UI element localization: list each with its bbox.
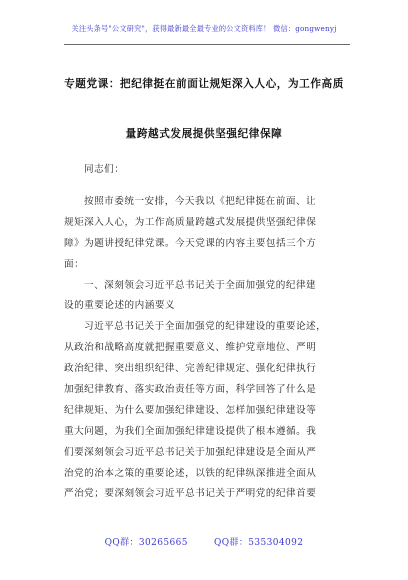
header-divider (64, 44, 350, 45)
section-heading-line: 一、深刻领会习近平总书记关于全面加强党的纪律建 (84, 279, 317, 291)
body-line: 按照市委统一安排，今天我以《把纪律挺在前面、让 (84, 196, 317, 207)
header-banner: 关注头条号"公文研究"，获得最新最全最专业的公文资料库！ 微信：gongwenyj (71, 24, 337, 33)
greeting: 同志们： (84, 164, 125, 175)
body-line: 障》为题讲授纪律党课。今天党课的内容主要包括三个方 (64, 237, 317, 249)
body-line: 规矩深入人心，为工作高质量跨越式发展提供坚强纪律保 (64, 216, 317, 228)
body-line: 加强纪律教育、落实政治责任等方面，科学回答了什么是 (64, 384, 317, 396)
body-line: 从政治和战略高度就把握重要意义、维护党章地位、严明 (64, 342, 317, 354)
body-line: 重大问题，为我们全面加强纪律建设提供了根本遵循。我 (64, 425, 317, 437)
document-title-line-2: 量跨越式发展提供坚强纪律保障 (125, 128, 283, 140)
body-line: 严治党；要深刻领会习近平总书记关于严明党的纪律首要 (64, 488, 317, 500)
footer (0, 535, 408, 548)
body-line: 政治纪律、突出组织纪律、完善纪律规定、强化纪律执行 (64, 363, 317, 375)
body-line: 习近平总书记关于全面加强党的纪律建设的重要论述， (84, 321, 327, 333)
qq-group-2: QQ群：535304092 (213, 538, 304, 548)
body-line: 面： (64, 258, 85, 270)
body-line: 纪律规矩、为什么要加强纪律建设、怎样加强纪律建设等 (64, 404, 317, 416)
qq-group-1: QQ群：30265665 (104, 538, 188, 548)
document-title-line-1: 专题党课：把纪律挺在前面让规矩深入人心，为工作高质 (64, 78, 344, 90)
document-body (64, 192, 352, 505)
body-line: 治党的治本之策的重要论述，以铁的纪律纵深推进全面从 (64, 467, 317, 479)
section-heading-line: 设的重要论述的内涵要义 (64, 300, 176, 312)
body-line: 们要深刻领会习近平总书记关于加强纪律建设是全面从严 (64, 446, 317, 458)
